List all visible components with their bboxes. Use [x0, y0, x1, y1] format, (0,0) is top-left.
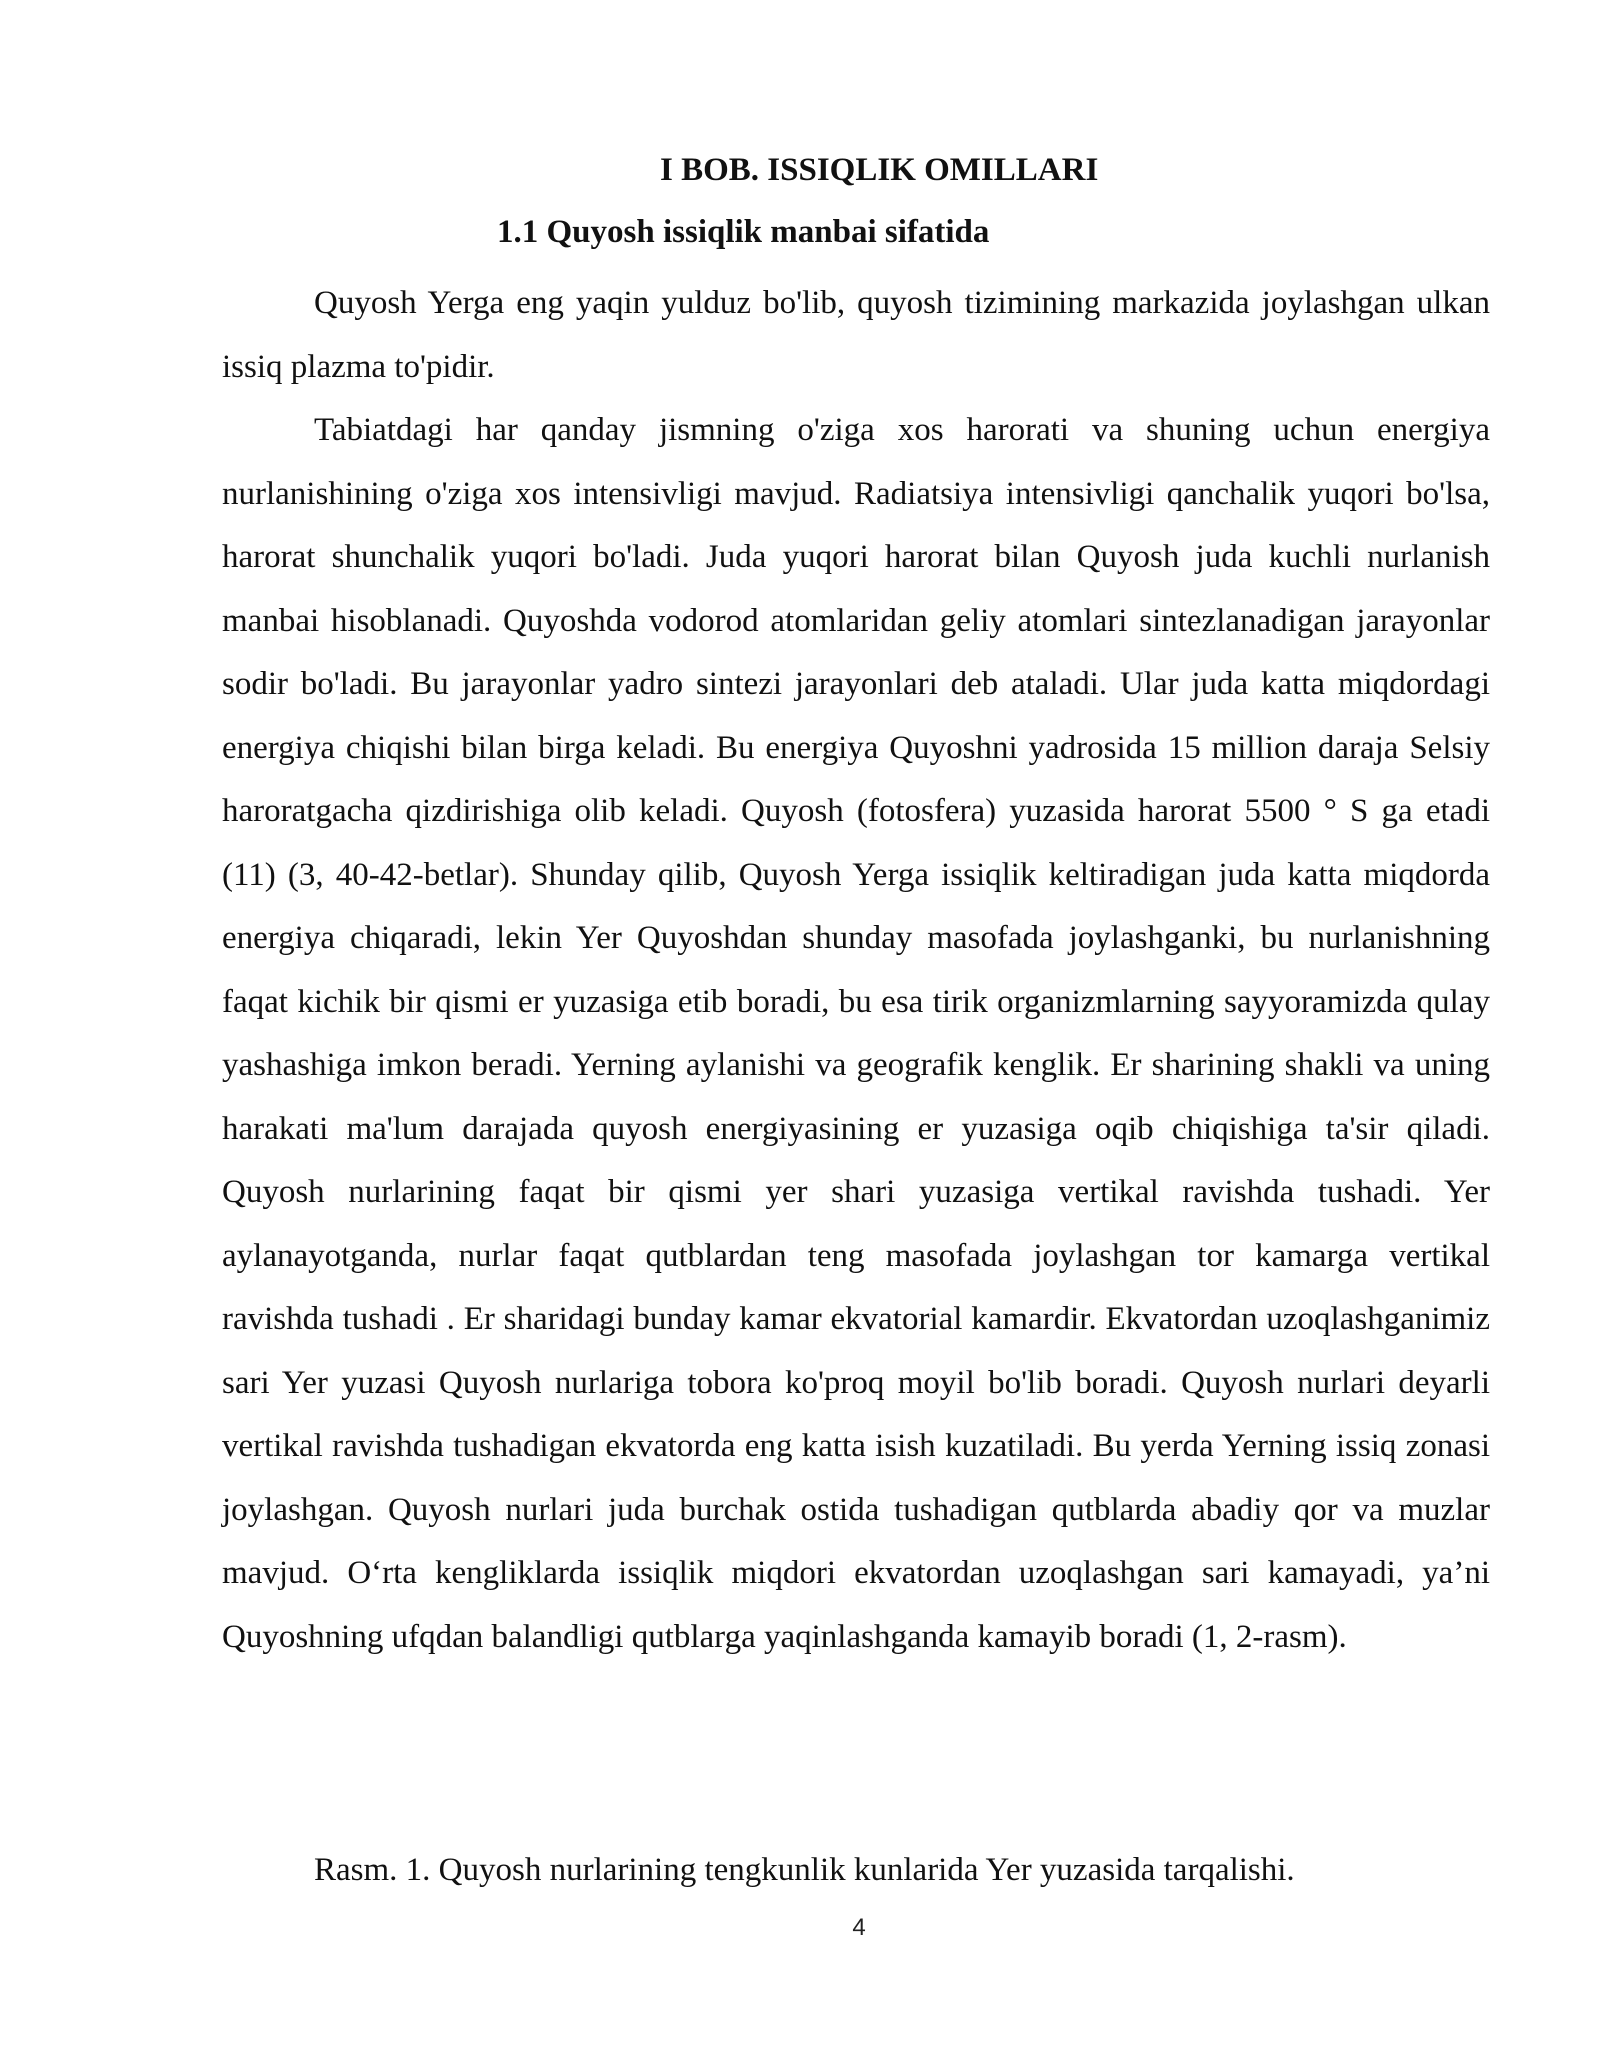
chapter-title: I BOB. ISSIQLIK OMILLARI — [660, 152, 1099, 188]
paragraph-main: Tabiatdagi har qanday jismning o'ziga xos harorati va shuning uchun energiya nurlanishining o'ziga xos intensivligi mavjud. Radiatsiya intensivligi qanchalik yuqori bo'lsa, harorat shunchalik yuqori bo'ladi. Juda yuqori harorat bilan Quyosh juda kuchli nurlanish manbai hisoblanadi. Quyoshda vodorod atomlaridan geliy atomlari sintezlanadigan jarayonlar sodir bo'ladi. Bu jarayonlar yadro sintezi jarayonlari deb ataladi. Ular juda katta miqdordagi energiya chiqishi bilan birga keladi. Bu energiya Quyoshni yadrosida 15 million daraja Selsiy haroratgacha qizdirishiga olib keladi. Quyosh (fotosfera) yuzasida harorat 5500 ° S ga etadi (11) (3, 40-42-betlar). Shunday qilib, Quyosh Yerga issiqlik keltiradigan juda katta miqdorda energiya chiqaradi, lekin Yer Quyoshdan shunday masofada joylashganki, bu nurlanishning faqat kichik bir qismi er yuzasiga etib boradi, bu esa tirik organizmlarning sayyoramizda qulay yashashiga imkon beradi. Yerning aylanishi va geografik kenglik. Er sharining shakli va uning harakati ma'lum darajada quyosh energiyasining er yuzasiga oqib chiqishiga ta'sir qiladi. Quyosh nurlarining faqat bir qismi yer shari yuzasiga vertikal ravishda tushadi. Yer aylanayotganda, nurlar faqat qutblardan teng masofada joylashgan tor kamarga vertikal ravishda tushadi . Er sharidagi bunday kamar ekvatorial kamardir. Ekvatordan uzoqlashganimiz sari Yer yuzasi Quyosh nurlariga tobora ko'proq moyil bo'lib boradi. Quyosh nurlari deyarli vertikal ravishda tushadigan ekvatorda eng katta isish kuzatiladi. Bu yerda Yerning issiq zonasi joylashgan. Quyosh nurlari juda burchak ostida tushadigan qutblarda abadiy qor va muzlar mavjud. O‘rta kengliklarda issiqlik miqdori ekvatordan uzoqlashgan sari kamayadi, ya’ni Quyoshning ufqdan balandligi qutblarga yaqinlashganda kamayib boradi (1, 2-rasm). — [222, 412, 1490, 1655]
body-text — [222, 272, 1490, 1669]
section-title: 1.1 Quyosh issiqlik manbai sifatida — [497, 214, 990, 250]
figure-caption: Rasm. 1. Quyosh nurlarining tengkunlik kunlarida Yer yuzasida tarqalishi. — [314, 1852, 1295, 1888]
page-number: 4 — [852, 1914, 866, 1941]
paragraph-intro: Quyosh Yerga eng yaqin yulduz bo'lib, quyosh tizimining markazida joylashgan ulkan issiq plazma to'pidir. — [222, 285, 1490, 385]
